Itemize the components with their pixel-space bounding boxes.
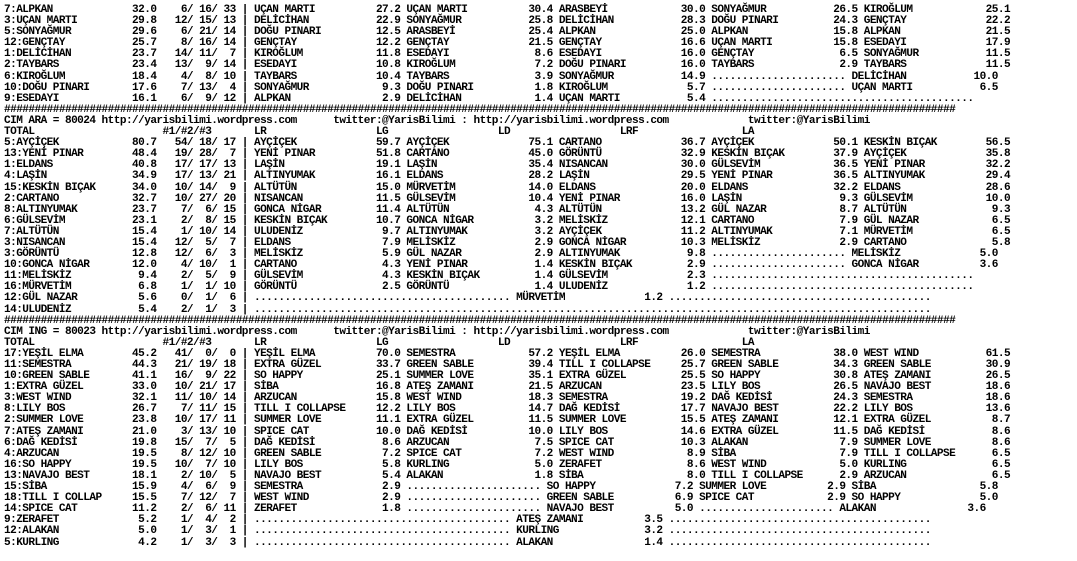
text-line: 15:SİBA 15.9 4/ 6/ 9 | SEMESTRA 2.9 ...................... SO HAPPY 7.2 SUMMER LOVE 2.9 SİBA 5.8 <box>4 481 998 494</box>
text-line: 6:GÜLSEVİM 23.1 2/ 8/ 15 | KESKİN BIÇAK 10.7 GONCA NİGAR 3.2 MELİSKİZ 12.1 CARTANO 7.9 GÜL NAZAR 6.5 <box>4 214 1011 227</box>
text-line: 7:ATEŞ ZAMANI 21.0 3/ 13/ 10 | SPICE CAT 10.0 DAĞ KEDİSİ 10.0 LILY BOS 14.6 EXTRA GÜZEL 11.5 DAĞ KEDİSİ 8.6 <box>4 425 1011 438</box>
text-line: 16:MÜRVETİM 6.8 1/ 1/ 10 | GÖRÜNTÜ 2.5 GÖRÜNTÜ 1.4 ULUDENİZ 1.2 ........................................... <box>4 281 974 294</box>
text-line: 2:TAYBARS 23.4 13/ 9/ 14 | ESEDAYI 10.8 KIROĞLUM 7.2 DOĞU PINARI 16.0 TAYBARS 2.9 TAYBARS 11.5 <box>4 59 1011 72</box>
text-line: 2:CARTANO 32.7 10/ 27/ 20 | NISANCAN 11.5 GÜLSEVİM 10.4 YENİ PINAR 16.0 LAŞİN 9.3 GÜLSEVİM 10.0 <box>4 192 1011 205</box>
text-line: 14:ULUDENİZ 5.4 2/ 1/ 3 | ............................................................................................................... <box>4 303 931 316</box>
separator-line: ############################################################################################################################################################ <box>4 314 956 327</box>
text-line: 14:SPICE CAT 11.2 2/ 6/ 11 | ZERAFET 1.8 ...................... NAVAJO BEST 5.0 ...................... ALAKAN 3.6 <box>4 503 986 516</box>
text-line: 12:GÜL NAZAR 5.6 0/ 1/ 6 | .......................................... MÜRVETİM 1.2 ........................................... <box>4 292 931 305</box>
text-line: 17:YEŞİL ELMA 45.2 41/ 0/ 0 | YEŞİL ELMA 70.0 SEMESTRA 57.2 YEŞİL ELMA 26.0 SEMESTRA 38.0 WEST WIND 61.5 <box>4 347 1011 360</box>
text-line: 15:KESKİN BIÇAK 34.0 10/ 14/ 9 | ALTÜTÜN 15.0 MÜRVETİM 14.0 ELDANS 20.0 ELDANS 32.2 ELDANS 28.6 <box>4 181 1011 194</box>
text-line: 8:LILY BOS 26.7 7/ 11/ 15 | TILL I COLLAPSE 12.2 LILY BOS 14.7 DAĞ KEDİSİ 17.7 NAVAJO BEST 22.2 LILY BOS 13.6 <box>4 403 1011 416</box>
text-line: 2:SUMMER LOVE 23.8 10/ 17/ 11 | SUMMER LOVE 11.1 EXTRA GÜZEL 11.5 SUMMER LOVE 15.5 ATEŞ ZAMANI 12.1 EXTRA GÜZEL 8.7 <box>4 414 1011 427</box>
text-line: 5:KURLING 4.2 1/ 3/ 3 | .......................................... ALAKAN 1.4 ........................................... <box>4 536 931 549</box>
text-line: 7:ALPKAN 32.0 6/ 16/ 33 | UÇAN MARTI 27.2 UÇAN MARTI 30.4 ARASBEYİ 30.0 SONYAĞMUR 26.5 KIROĞLUM 25.1 <box>4 4 1011 16</box>
text-line: 10:DOĞU PINARI 17.6 7/ 13/ 4 | SONYAĞMUR 9.3 DOĞU PINARI 1.8 KIROĞLUM 5.7 ...................... UÇAN MARTI 6.5 <box>4 81 998 94</box>
text-line: 6:DAĞ KEDİSİ 19.8 15/ 7/ 5 | DAĞ KEDİSİ 8.6 ARZUCAN 7.5 SPICE CAT 10.3 ALAKAN 7.9 SUMMER LOVE 8.6 <box>4 436 1011 449</box>
text-line: 4:ARZUCAN 19.5 8/ 12/ 10 | GREEN SABLE 7.2 SPICE CAT 7.2 WEST WIND 8.9 SİBA 7.9 TILL I COLLAPSE 6.5 <box>4 447 1011 460</box>
text-line: 3:WEST WIND 32.1 11/ 10/ 14 | ARZUCAN 15.8 WEST WIND 18.3 SEMESTRA 19.2 DAĞ KEDİSİ 24.3 SEMESTRA 18.6 <box>4 392 1011 405</box>
text-line: 5:SONYAĞMUR 29.6 6/ 21/ 14 | DOĞU PINARI 12.5 ARASBEYİ 25.4 ALPKAN 25.0 ALPKAN 15.8 ALPKAN 21.5 <box>4 26 1011 39</box>
text-line: 13:YENİ PINAR 48.4 19/ 28/ 7 | YENİ PINAR 51.8 CARTANO 45.0 GÖRÜNTÜ 32.9 KESKİN BIÇAK 37.9 AYÇİÇEK 35.8 <box>4 148 1011 161</box>
text-line: 4:LAŞİN 34.9 17/ 13/ 21 | ALTINYUMAK 16.1 ELDANS 28.2 LAŞİN 29.5 YENİ PINAR 36.5 ALTINYUMAK 29.4 <box>4 170 1011 183</box>
text-line: 11:MELİSKİZ 9.4 2/ 5/ 9 | GÜLSEVİM 4.3 KESKİN BIÇAK 1.4 GÜLSEVİM 2.3 ........................................... <box>4 270 974 283</box>
text-line: 13:NAVAJO BEST 18.1 2/ 10/ 5 | NAVAJO BEST 5.4 ALAKAN 1.8 SİBA 8.0 TILL I COLLAPSE 2.9 ARZUCAN 6.5 <box>4 469 1011 482</box>
text-line: 3:NISANCAN 15.4 12/ 5/ 7 | ELDANS 7.9 MELİSKİZ 2.9 GONCA NİGAR 10.3 MELİSKİZ 2.9 CARTANO 5.8 <box>4 236 1011 249</box>
text-line: 10:GONCA NİGAR 12.0 4/ 10/ 1 | CARTANO 4.3 YENİ PINAR 1.4 KESKİN BIÇAK 2.9 ...................... GONCA NİGAR 3.6 <box>4 259 998 272</box>
column-header-line: TOTAL #1/#2/#3 LR LG LD LRF LA <box>4 336 754 349</box>
text-line: 16:SO HAPPY 19.5 10/ 7/ 10 | LILY BOS 5.8 KURLING 5.0 ZERAFET 8.6 WEST WIND 5.0 KURLING 6.5 <box>4 458 1011 471</box>
text-line: 9:ZERAFET 5.2 1/ 4/ 2 | .......................................... ATEŞ ZAMANI 3.5 ........................................... <box>4 514 931 527</box>
text-line: 8:ALTINYUMAK 23.7 7/ 6/ 15 | GONCA NİGAR 11.4 ALTÜTÜN 4.3 ALTÜTÜN 13.2 GÜL NAZAR 8.7 ALTÜTÜN 9.3 <box>4 203 1011 216</box>
text-line: 1:ELDANS 40.8 17/ 17/ 13 | LAŞİN 19.1 LAŞİN 35.4 NISANCAN 30.0 GÜLSEVİM 36.5 YENİ PINAR 32.2 <box>4 159 1011 172</box>
text-line: 10:GREEN SABLE 41.1 16/ 9/ 22 | SO HAPPY 25.1 SUMMER LOVE 35.1 EXTRA GÜZEL 25.5 SO HAPPY 30.8 ATEŞ ZAMANI 26.5 <box>4 370 1011 383</box>
text-line: 1:EXTRA GÜZEL 33.0 10/ 21/ 17 | SİBA 16.8 ATEŞ ZAMANI 21.5 ARZUCAN 23.5 LILY BOS 26.5 NAVAJO BEST 18.6 <box>4 381 1011 394</box>
text-line: 7:ALTÜTÜN 15.4 1/ 10/ 14 | ULUDENİZ 9.7 ALTINYUMAK 3.2 AYÇİÇEK 11.2 ALTINYUMAK 7.1 MÜRVETİM 6.5 <box>4 225 1011 238</box>
race-header-line: CIM ARA = 80024 http://yarisbilimi.wordpress.com twitter:@YarisBilimi : http://yarisbilimi.wordpress.com twitter:@YarisBilimi <box>4 114 870 127</box>
text-line: 12:ALAKAN 5.0 1/ 3/ 1 | .......................................... KURLING 3.2 ........................................... <box>4 525 931 538</box>
text-line: 9:ESEDAYI 16.1 6/ 9/ 12 | ALPKAN 2.9 DELİCİHAN 1.4 UÇAN MARTI 5.4 ........................................... <box>4 92 974 105</box>
text-line: 12:GENÇTAY 25.7 8/ 16/ 14 | GENÇTAY 12.2 GENÇTAY 21.5 GENÇTAY 16.6 UÇAN MARTI 15.8 ESEDAYI 17.9 <box>4 37 1011 50</box>
text-line: 6:KIROĞLUM 18.4 4/ 8/ 10 | TAYBARS 10.4 TAYBARS 3.9 SONYAĞMUR 14.9 ...................... DELİCİHAN 10.0 <box>4 70 998 83</box>
text-line: 11:SEMESTRA 44.3 21/ 19/ 18 | EXTRA GÜZEL 33.7 GREEN SABLE 39.4 TILL I COLLAPSE 25.7 GREEN SABLE 34.3 GREEN SABLE 30.9 <box>4 359 1011 371</box>
separator-line: ############################################################################################################################################################ <box>4 103 956 116</box>
column-header-line: TOTAL #1/#2/#3 LR LG LD LRF LA <box>4 126 754 139</box>
text-line: 5:AYÇİÇEK 80.7 54/ 18/ 17 | AYÇİÇEK 59.7 AYÇİÇEK 75.1 CARTANO 36.7 AYÇİÇEK 50.1 KESKİN BIÇAK 56.5 <box>4 137 1011 150</box>
text-line: 18:TILL I COLLAP 15.5 7/ 12/ 7 | WEST WIND 2.9 ...................... GREEN SABLE 6.9 SPICE CAT 2.9 SO HAPPY 5.0 <box>4 492 998 505</box>
text-line: 3:GÖRÜNTÜ 12.8 12/ 6/ 3 | MELİSKİZ 5.9 GÜL NAZAR 2.9 ALTINYUMAK 9.8 ...................... MELİSKİZ 5.0 <box>4 248 998 261</box>
text-line: 3:UÇAN MARTI 29.8 12/ 15/ 13 | DELİCİHAN 22.9 SONYAĞMUR 25.8 DELİCİHAN 28.3 DOĞU PINARI 24.3 GENÇTAY 22.2 <box>4 15 1011 28</box>
race-header-line: CIM ING = 80023 http://yarisbilimi.wordpress.com twitter:@YarisBilimi : http://yarisbilimi.wordpress.com twitter:@YarisBilimi <box>4 325 870 338</box>
text-line: 1:DELİCİHAN 23.7 14/ 11/ 7 | KIROĞLUM 11.8 ESEDAYI 8.6 ESEDAYI 16.0 GENÇTAY 6.5 SONYAĞMUR 11.5 <box>4 48 1011 61</box>
